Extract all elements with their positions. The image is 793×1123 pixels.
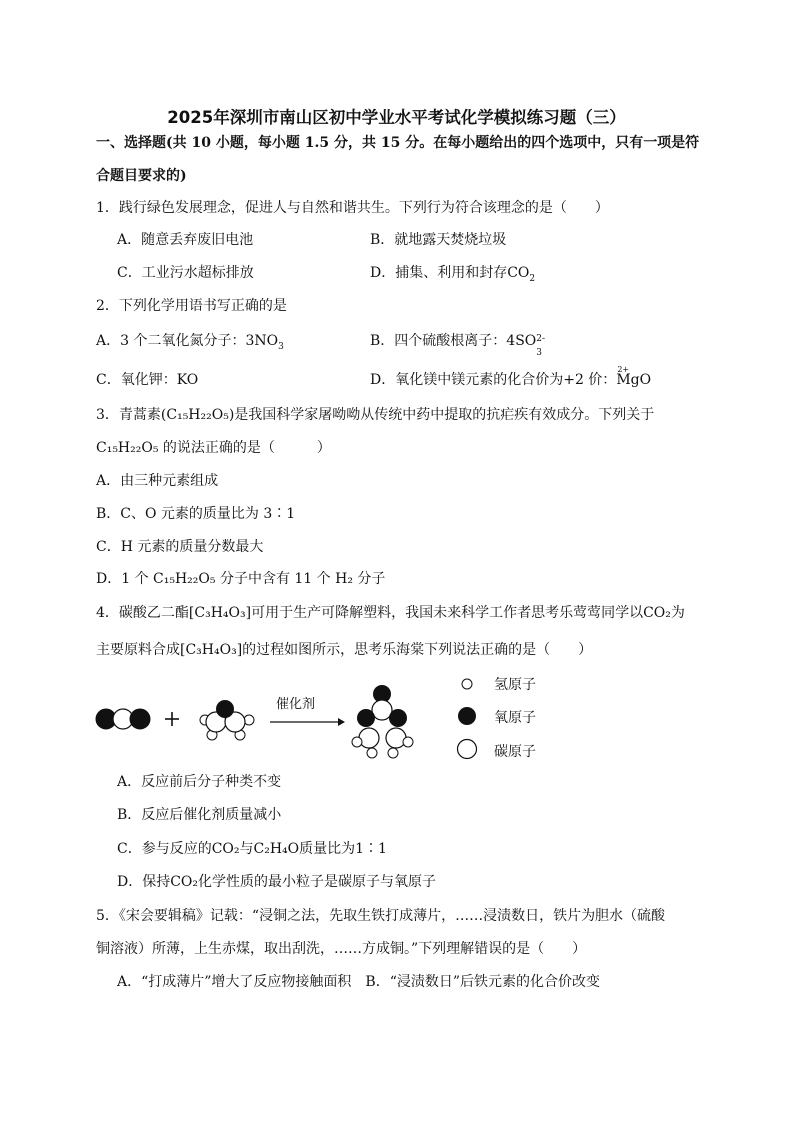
q3-stem-line2: C₁₅H₂₂O₅ 的说法正确的是（ ） [96, 440, 331, 456]
q2-option-b: B．四个硫酸根离子：4SO 2- 3 [370, 333, 546, 358]
q4-option-b: B．反应后催化剂质量减小 [117, 807, 282, 823]
legend-oxygen: 氧原子 [494, 710, 536, 726]
co2-molecule [96, 709, 150, 729]
q4-option-d: D．保持CO₂化学性质的最小粒子是碳原子与氧原子 [117, 874, 437, 890]
q3-stem-line1: 3．青蒿素(C₁₅H₂₂O₅)是我国科学家屠呦呦从传统中药中提取的抗疟疾有效成分。下列关于 [96, 407, 655, 423]
q5-options-ab: A．“打成薄片”增大了反应物接触面积 B．“浸渍数日”后铁元素的化合价改变 [117, 974, 601, 990]
q5-stem-line2: 铜溶液）所薄，上生赤煤，取出刮洗，……方成铜。”下列理解错误的是（ ） [96, 941, 587, 957]
q2-option-c: C．氧化钾：KO [96, 372, 199, 388]
oxygen-atom-symbol [458, 707, 476, 725]
reaction-diagram [90, 678, 450, 778]
q2-option-a: A．3 个二氧化氮分子：$3NO_3$ [96, 333, 284, 352]
legend-symbols [452, 674, 482, 764]
page-title: 2025年深圳市南山区初中学业水平考试化学模拟练习题（三） [167, 108, 626, 127]
q2-stem: 2．下列化学用语书写正确的是 [96, 298, 287, 314]
q4-stem-line1: 4．碳酸乙二酯[C₃H₄O₃]可用于生产可降解塑料，我国未来科学工作者思考乐莺莺同学以CO₂为 [96, 605, 685, 621]
q2-option-d: D．氧化镁中镁元素的化合价为+2 价： 2+ MgO [370, 365, 652, 388]
hydrogen-atom-symbol [462, 679, 472, 689]
q1-option-b: B．就地露天焚烧垃圾 [370, 232, 507, 248]
section-heading-line2: 合题目要求的) [96, 168, 187, 184]
section-heading-line1: 一、选择题(共 10 小题，每小题 1.5 分，共 15 分。在每小题给出的四个选项中，只有一项是符 [96, 135, 700, 151]
legend-carbon: 碳原子 [494, 744, 536, 760]
q4-option-a: A．反应前后分子种类不变 [117, 774, 282, 790]
product-molecule [352, 685, 413, 758]
q3-option-d: D．1 个 C₁₅H₂₂O₅ 分子中含有 11 个 H₂ 分子 [96, 571, 386, 587]
q3-option-a: A．由三种元素组成 [96, 473, 219, 489]
q1-option-c: C．工业污水超标排放 [117, 265, 254, 281]
q4-stem-line2: 主要原料合成[C₃H₄O₃]的过程如图所示，思考乐海棠下列说法正确的是（ ） [96, 642, 593, 658]
plus-icon [165, 712, 179, 726]
reactant-molecule-2 [200, 700, 254, 740]
q3-option-b: B．C、O 元素的质量比为 3∶1 [96, 506, 296, 522]
carbon-atom-symbol [458, 740, 477, 759]
q3-option-c: C．H 元素的质量分数最大 [96, 539, 264, 555]
q1-option-a: A．随意丢弃废旧电池 [117, 232, 254, 248]
q5-stem-line1: 5．《宋会要辑稿》记载：“浸铜之法，先取生铁打成薄片，……浸渍数日，铁片为胆水（硫酸 [96, 908, 666, 924]
catalyst-label: 催化剂 [276, 697, 316, 712]
legend-hydrogen: 氢原子 [494, 677, 536, 693]
reaction-arrow [270, 718, 345, 726]
q4-option-c: C．参与反应的CO₂与C₂H₄O质量比为1∶1 [117, 841, 387, 857]
q1-stem: 1．践行绿色发展理念，促进人与自然和谐共生。下列行为符合该理念的是（ ） [96, 200, 609, 216]
q1-option-d: D．捕集、利用和封存$CO_2$ [370, 265, 536, 284]
